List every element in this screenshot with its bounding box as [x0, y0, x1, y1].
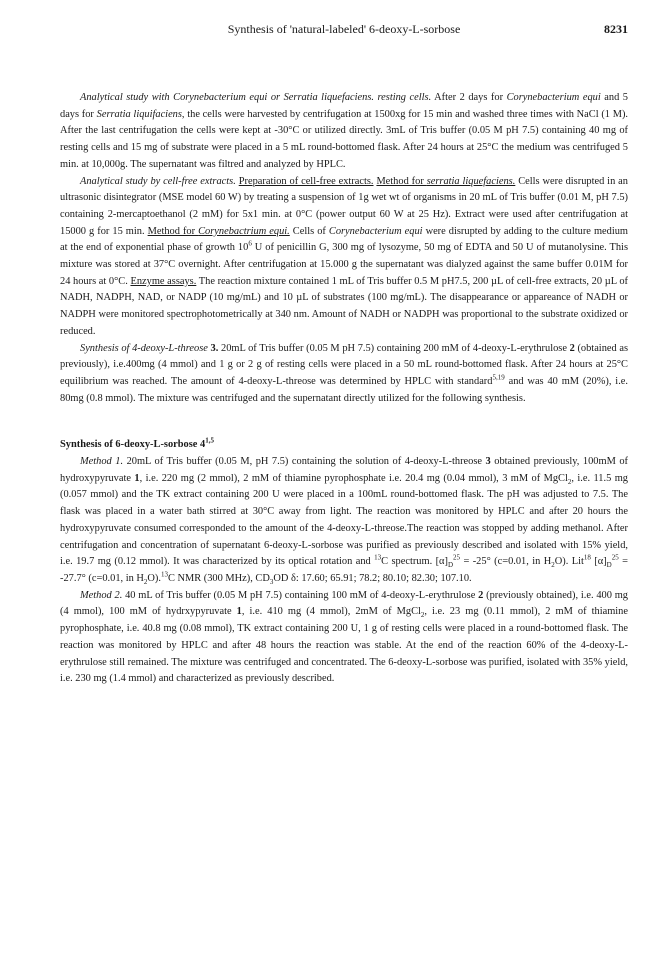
paragraph-method-2: Method 2. 40 mL of Tris buffer (0.05 M pH 7.5) containing 100 mM of 4-deoxy-L-erythrulose 2 (previously obtained), i.e. 400 mg (4 mmol), 100 mM of hydrxypyruvate 1, i.e. 410 mg (4 mmol), 2mM of MgCl$_2$, i.e. 23 mg (0.11 mmol), 2 mM of thiamine pyrophosphate, i.e. 40.8 mg (0.08 mmol), TK extract containing 200 U, 1 g of resting cells were placed in a round-bottomed flask. The reaction was monitored by HPLC and after 48 hours the reaction was stable. At the end of the reaction 60% of the 4-deoxy-L-erythrulose still remained. The mixture was centrifuged and concentrated. The 6-deoxy-L-sorbose was purified, isolated with 35% yield, i.e. 230 mg (1.4 mmol) and characterized as previously described.	[60, 589, 628, 685]
paragraph-method-1: Method 1. 20mL of Tris buffer (0.05 M, pH 7.5) containing the solution of 4-deoxy-L-threose 3 obtained previously, 100mM of hydroxypyruvate 1, i.e. 220 mg (2 mmol), 2 mM of thiamine pyrophosphate i.e. 20.4 mg (0.04 mmol), 3 mM of MgCl$_2$, i.e. 11.5 mg (0.057 mmol) and the TK extract containing 200 U were placed in a 100mL round-bottomed flask. The pH was adjusted to 7.5. The flask was placed in a water bath stirred at 30°C away from light. The reaction was monitored by HPLC and after 20 hours the hydroxypyruvate consumed corresponded to the amount of the 4-deoxy-L-threose.The reaction was stopped by adding methanol. After centrifugation and concentration of supernatant 6-deoxy-L-sorbose was purified as previously described and isolated with 15% yield, i.e. 19.7 mg (0.12 mmol). It was characterized by its optical rotation and $^{13}$C spectrum. $[\alpha]_D^{25} = -25^\circ$ (c=0.01, in $H_2O$). Lit$^{18}$ $[\alpha]_D^{25} = -27.7^\circ$ (c=0.01, in $H_2O).^{13}C$ NMR (300 MHz), $CD_3OD$ δ: 17.60; 65.91; 78.2; 80.10; 82.30; 107.10.	[60, 456, 628, 587]
paragraph-threose-synthesis: Synthesis of 4-deoxy-L-threose 3. 20mL of Tris buffer (0.05 M pH 7.5) containing 200 mM of 4-deoxy-L-erythrulose 2 (obtained as previously), i.e.400mg (4 mmol) and 1 g or 2 g of resting cells were placed in a 50 mL round-bottomed flask. After 24 hours at 25°C equilibrium was reached. The amount of 4-deoxy-L-threose was determined by HPLC with standard$^{5,19}$ and was 40 mM (20%), i.e. 80mg (0.8 mmol). The mixture was centrifuged and the supernatant directly utilized for the following synthesis.	[60, 342, 629, 404]
paragraph-lead: Method 1.	[80, 456, 124, 468]
paragraph-lead: Synthesis of 4-deoxy-L-threose	[80, 342, 208, 354]
section-spacer	[60, 407, 628, 423]
section-heading: Synthesis of 6-deoxy-L-sorbose 4$^{1,5}$	[60, 436, 214, 451]
running-title: Synthesis of 'natural-labeled' 6-deoxy-L-sorbose	[227, 22, 461, 36]
page-number: 8231	[604, 22, 628, 36]
paragraph-resting-cells: Analytical study with Corynebacterium equi or Serratia liquefaciens. resting cells. After 2 days for Corynebacterium equi and 5 days for Serratia liquifaciens, the cells were harvested by centrifugation at 1500xg for 15 min and washed three times with NaCl (1 M). After the last centrifugation the cells were kept at -30°C or utilized directly. 3mL of Tris buffer (0.05 M pH 7.5) containing 40 mg of resting cells and 15 mg of substrate were placed in a 5 mL round-bottomed flask. After 24 hours at 25°C the medium was centrifuged 5 min. at 10,000g. The supernatant was filtred and analyzed by HPLC.	[60, 92, 629, 170]
paragraph-cell-free-extracts: Analytical study by cell-free extracts. Preparation of cell-free extracts. Method for serratia liquefaciens. Cells were disrupted in an ultrasonic disintegrator (MSE model 60 W) by treating a suspension of 1g wet wt of organisms in 20 mL of Tris buffer (0.01 M, pH 7.5) containing 2-mercaptoethanol (2 mM) for 5x1 min. at 0°C (power output 60 W at 25 Hz). Extract were used after centrifugation at 15000 g for 15 min. Method for Corynebactrium equi. Cells of Corynebacterium equi were disrupted by adding to the culture medium at the end of exponential phase of growth $10^6$ U of penicillin G, 300 mg of lysozyme, 50 mg of EDTA and 50 U of mutanolysine. This mixture was stored at 37°C overnight. After centrifugation at 15.000 g the supernatant was dialyzed against the same buffer 0.01M for 24 hours at 0°C. Enzyme assays. The reaction mixture contained 1 mL of Tris buffer 0.5 M pH7.5, 200 µL of cell-free extracts, 20 µL of NADH, NADPH, NAD, or NADP (10 mg/mL) and 10 µL of substrates (100 mg/mL). The disappearance or appareance of NADH or NADPH were monitored spectrophotometrically at 340 nm. Amount of NADH or NADPH was proportional to the substrate oxidized or reduced.	[60, 175, 628, 337]
paragraph-lead: Analytical study by cell-free extracts.	[80, 175, 236, 187]
article-body	[60, 90, 628, 688]
paragraph-lead: Method 2.	[80, 589, 123, 601]
running-header	[60, 22, 628, 42]
paragraph-lead: Analytical study with Corynebacterium equi or Serratia liquefaciens. resting cells.	[80, 92, 432, 103]
